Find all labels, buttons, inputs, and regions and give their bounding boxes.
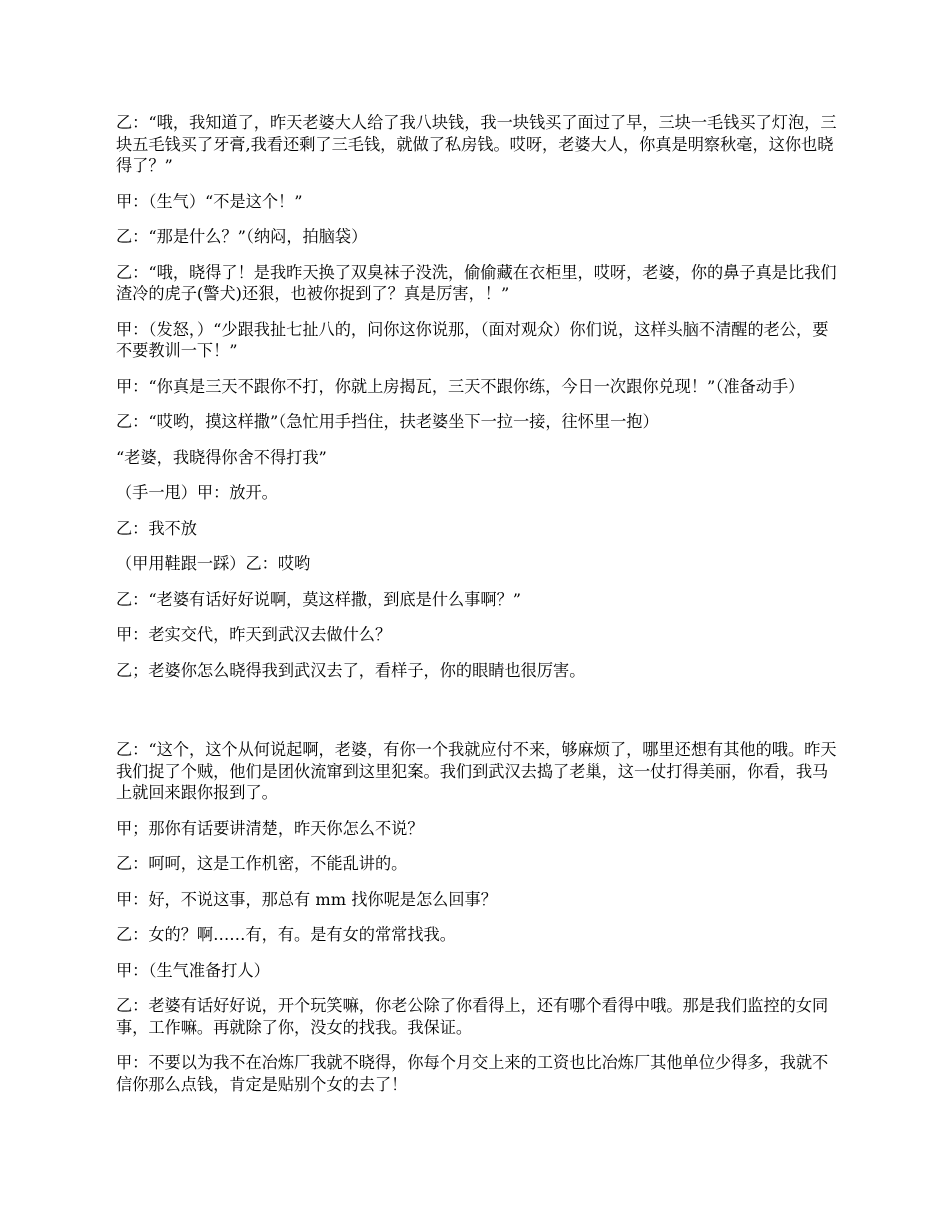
paragraph: 乙：“哎哟，摸这样撒”（急忙用手挡住，扶老婆坐下一拉一接，往怀里一抱） [116, 412, 659, 431]
paragraph: 乙；老婆你怎么晓得我到武汉去了，看样子，你的眼睛也很厉害。 [116, 660, 586, 680]
paragraph: 乙：“这个，这个从何说起啊，老婆，有你一个我就应付不来，够麻烦了，哪里还想有其他的哦。昨天我们捉了个贼，他们是团伙流窜到这里犯案。我们到武汉去捣了老巢，这一仗打得美丽，你看，我马上就回来跟你报到了。 [116, 740, 837, 802]
paragraph: （手一甩）甲：放开。 [116, 483, 278, 502]
dialogue-section-1 [116, 112, 844, 681]
paragraph: 乙：呵呵，这是工作机密，不能乱讲的。 [116, 854, 408, 873]
document-body [116, 112, 844, 1109]
paragraph: 乙：老婆有话好好说，开个玩笑嘛，你老公除了你看得上，还有哪个看得中哦。那是我们监控的女同事，工作嘛。再就除了你，没女的找我。我保证。 [116, 996, 829, 1037]
paragraph: （甲用鞋跟一踩）乙：哎哟 [116, 554, 311, 573]
dialogue-section-2 [116, 739, 844, 1095]
section-spacer [116, 695, 844, 739]
paragraph: 甲：（生气准备打人） [116, 960, 270, 980]
paragraph: 乙：“哦，晓得了！是我昨天换了双臭袜子没洗，偷偷藏在衣柜里，哎呀，老婆，你的鼻子真是比我们渣冷的虎子(警犬)还狠，也被你捉到了？真是厉害，！” [116, 262, 837, 303]
paragraph: 甲；那你有话要讲清楚，昨天你怎么不说？ [116, 818, 424, 838]
paragraph: 甲：不要以为我不在冶炼厂我就不晓得，你每个月交上来的工资也比冶炼厂其他单位少得多，我就不信你那么点钱，肯定是贴别个女的去了！ [116, 1053, 829, 1094]
paragraph: 甲：（生气）“不是这个！” [116, 191, 303, 211]
paragraph: 甲：（发怒，）“少跟我扯七扯八的，问你这你说那，（面对观众）你们说，这样头脑不清醒的老公，要不要教训一下！” [116, 319, 829, 360]
paragraph: 甲：“你真是三天不跟你不打，你就上房揭瓦，三天不跟你练，今日一次跟你兑现！”（准备动手） [116, 376, 805, 396]
paragraph: 甲：好，不说这事，那总有 mm 找你呢是怎么回事？ [116, 889, 497, 909]
paragraph: 乙：“老婆有话好好说啊，莫这样撒，到底是什么事啊？” [116, 589, 522, 609]
paragraph: 甲：老实交代，昨天到武汉去做什么？ [116, 625, 392, 644]
paragraph: “老婆，我晓得你舍不得打我” [116, 447, 327, 467]
paragraph: 乙：女的？啊……有，有。是有女的常常找我。 [116, 925, 456, 944]
paragraph: 乙：“哦，我知道了，昨天老婆大人给了我八块钱，我一块钱买了面过了早，三块一毛钱买了灯泡，三块五毛钱买了牙膏,我看还剩了三毛钱，就做了私房钱。哎呀，老婆大人，你真是明察秋毫，这你也晓得了？” [116, 113, 837, 175]
paragraph: 乙：我不放 [116, 518, 197, 538]
paragraph: 乙：“那是什么？”（纳闷，拍脑袋） [116, 227, 368, 246]
